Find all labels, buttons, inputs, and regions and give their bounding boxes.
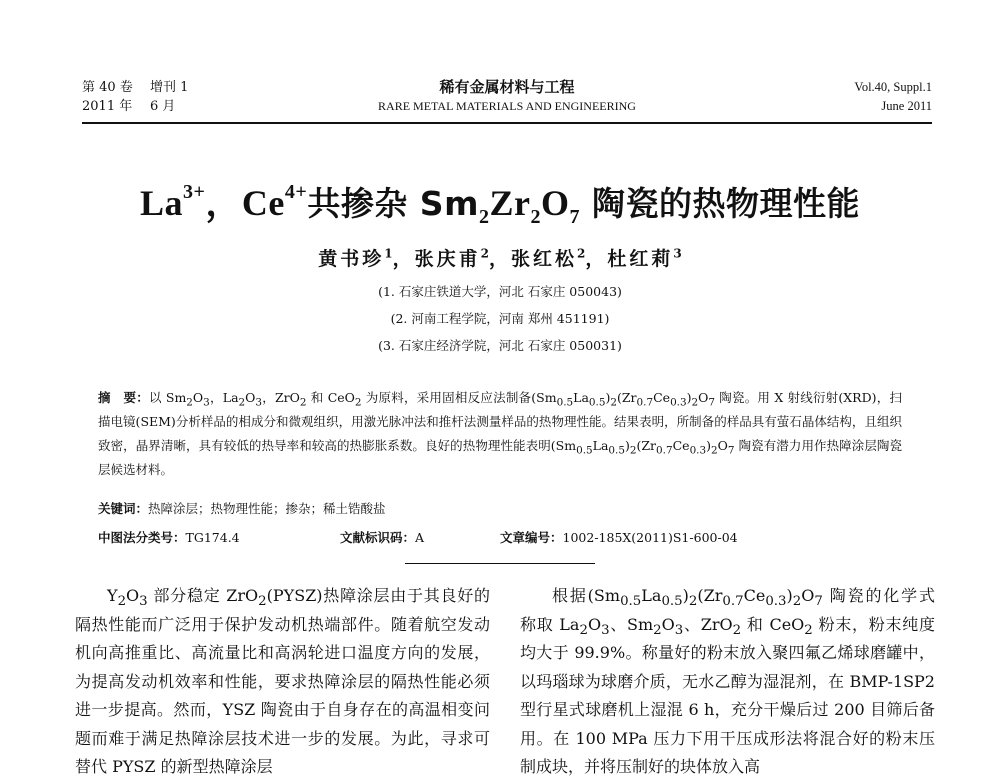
journal-name-cn: 稀有金属材料与工程 [439, 78, 575, 96]
affiliation-2: (2. 河南工程学院，河南 郑州 451191) [390, 311, 610, 326]
author-3: 张红松 [511, 248, 578, 270]
abstract: 摘 要：以 $Sm_2O_3$，$La_2O_3$，ZrO$_2$ 和 CeO$_2$ 为原料，采用固相反应法制备$(Sm_{0.5}La_{0.5})_2(Zr_{0.7}Ce_{0.3})_2O_7$ 陶瓷。用 X 射线衍射(XRD)，扫描电镜(SEM)分析样品的相成分和微观组织，用激光脉冲法和推杆法测量样品的热物理性能。结果表明，所制备的样品具有萤石晶体结构，且组织致密，晶界清晰，具有较低的热导率和较高的热膨胀系数。良好的热物理性能表明$(Sm_{0.5}La_{0.5})_2(Zr_{0.7}Ce_{0.3})_2O_7$ 陶瓷有潜力用作热障涂层陶瓷层候选材料。 [98, 390, 902, 477]
intro-paragraph: $Y_2O_3$ 部分稳定 ZrO$_2$(PYSZ)热障涂层由于其良好的隔热性能而广泛用于保护发动机热端部件。随着航空发动机向高推重比、高流量比和高涡轮进口温度方向的发展，为提高发动机效率和性能，要求热障涂层的隔热性能必须进一步提高。然而，YSZ 陶瓷由于自身存在的高温相变问题而难于满足热障涂层技术进一步的发展。为此，寻求可替代 PYSZ 的新型热障涂层 [75, 586, 490, 776]
header-issue-en [854, 78, 932, 116]
keywords [98, 499, 386, 517]
author-2: 张庆甫 [414, 248, 481, 270]
article-number: 文章编号：1002-185X(2011)S1-600-04 [500, 530, 738, 545]
keywords-text: 热障涂层；热物理性能；掺杂；稀土锆酸盐 [148, 501, 386, 516]
body-column-left [75, 582, 490, 782]
affiliation-3: (3. 石家庄经济学院，河北 石家庄 050031) [378, 338, 622, 353]
author-4: 杜红莉 [607, 248, 674, 270]
paper-title: $La^{3+}$，$Ce^{4+}$共掺杂 $Sm_2Zr_2O_7$ 陶瓷的热物理性能 [140, 181, 860, 229]
affiliation-1: (1. 石家庄铁道大学，河北 石家庄 050043) [378, 284, 622, 299]
header-month: 6 月 [150, 99, 176, 114]
clc-number: 中图法分类号：TG174.4 [98, 530, 240, 545]
method-paragraph: 根据$(Sm_{0.5}La_{0.5})_2(Zr_{0.7}Ce_{0.3})_2O_7$ 陶瓷的化学式称取 $La_2O_3$、$Sm_2O_3$、ZrO$_2$ 和 CeO$_2$ 粉末，粉末纯度均大于 99.9%。称量好的粉末放入聚四氟乙烯球磨罐中，以玛瑙球为球磨介质，无水乙醇为湿混剂，在 BMP-1SP2 型行星式球磨机上湿混 6 h，充分干燥后过 200 目筛后备用。在 100 MPa 压力下用干压成形法将混合好的粉末压制成块，并将压制好的块体放入高 [520, 586, 935, 776]
abstract-label: 摘 要： [98, 390, 149, 405]
header-issue: 增刊 1 [150, 80, 189, 95]
keywords-label: 关键词： [98, 501, 149, 516]
header-year: 2011 年 [82, 99, 133, 114]
body-column-right [520, 582, 935, 782]
document-code: 文献标识码：A [340, 530, 425, 545]
author-1: 黄书珍 [318, 248, 385, 270]
header-journal [82, 78, 932, 116]
header-volume: 第 40 卷 [82, 80, 133, 95]
header-rule [82, 122, 932, 124]
journal-name-en: RARE METAL MATERIALS AND ENGINEERING [378, 99, 636, 113]
header-vol-en: Vol.40, Suppl.1 [854, 80, 932, 94]
header-date-en: June 2011 [881, 99, 932, 113]
section-divider [405, 563, 595, 564]
author-list: 黄书珍$^1$，张庆甫$^2$，张红松$^2$，杜红莉$^3$ [318, 246, 682, 270]
running-header [82, 78, 932, 122]
